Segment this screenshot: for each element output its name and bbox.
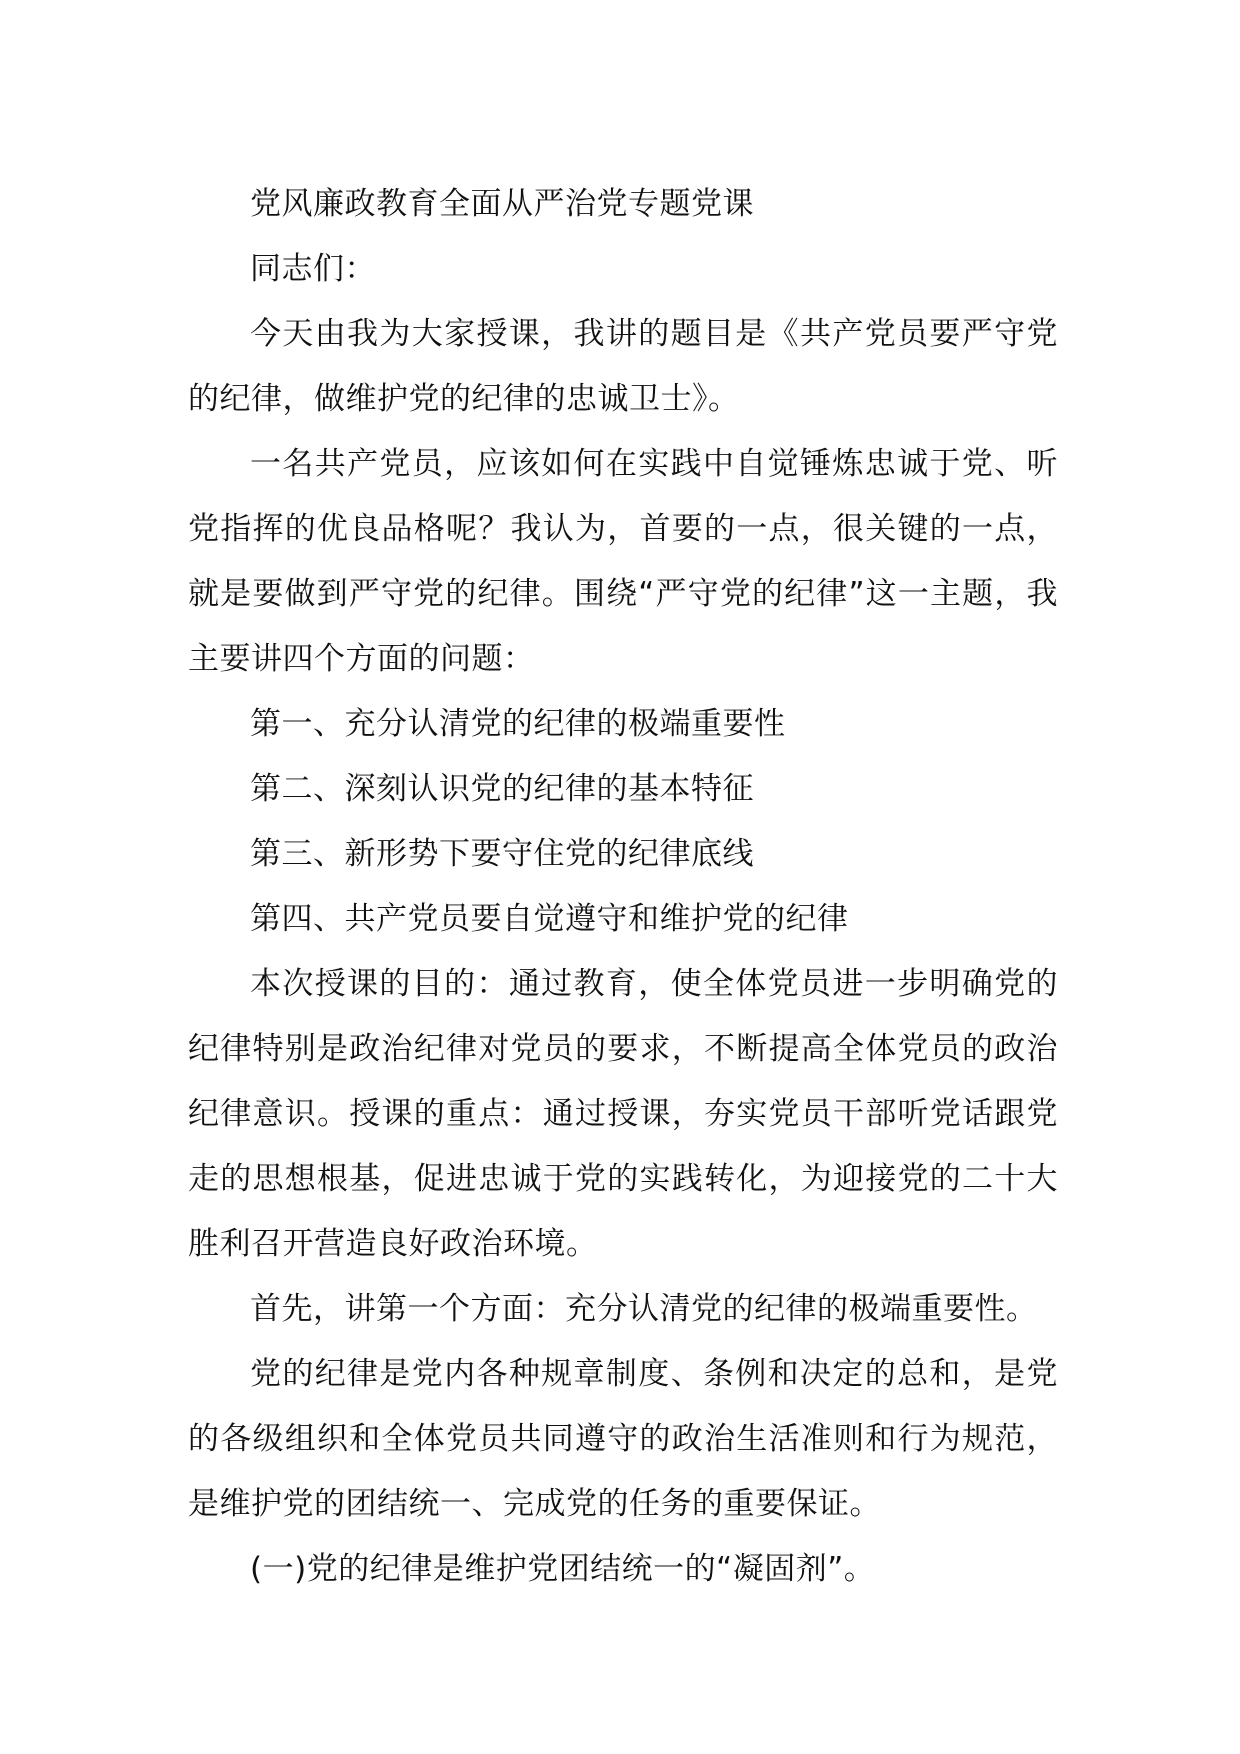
paragraph-purpose: 本次授课的目的：通过教育，使全体党员进一步明确党的纪律特别是政治纪律对党员的要求，不断提高全体党员的政治纪律意识。授课的重点：通过授课，夯实党员干部听党话跟党走的思想根基，促进忠诚于党的实践转化，为迎接党的二十大胜利召开营造良好政治环境。 bbox=[188, 966, 1058, 1262]
list-item-third-aspect: 第三、新形势下要守住党的纪律底线 bbox=[250, 836, 754, 872]
paragraph-salutation: 同志们： bbox=[250, 251, 376, 287]
list-item-first-aspect: 第一、充分认清党的纪律的极端重要性 bbox=[250, 706, 786, 742]
list-item-fourth-aspect: 第四、共产党员要自觉遵守和维护党的纪律 bbox=[250, 901, 849, 937]
paragraph-introduction: 一名共产党员，应该如何在实践中自觉锤炼忠诚于党、听党指挥的优良品格呢？我认为，首要的一点，很关键的一点，就是要做到严守党的纪律。围绕“严守党的纪律”这一主题，我主要讲四个方面的问题： bbox=[188, 446, 1058, 677]
section-heading-one: (一)党的纪律是维护党团结统一的“凝固剂”。 bbox=[250, 1551, 876, 1587]
document-title: 党风廉政教育全面从严治党专题党课 bbox=[250, 186, 754, 222]
paragraph-discipline-definition: 党的纪律是党内各种规章制度、条例和决定的总和，是党的各级组织和全体党员共同遵守的政治生活准则和行为规范，是维护党的团结统一、完成党的任务的重要保证。 bbox=[188, 1356, 1058, 1522]
document-body bbox=[188, 172, 1058, 1602]
paragraph-topic: 今天由我为大家授课，我讲的题目是《共产党员要严守党的纪律，做维护党的纪律的忠诚卫士》。 bbox=[188, 316, 1058, 417]
paragraph-first-aspect-heading: 首先，讲第一个方面：充分认清党的纪律的极端重要性。 bbox=[250, 1291, 1038, 1327]
list-item-second-aspect: 第二、深刻认识党的纪律的基本特征 bbox=[250, 771, 754, 807]
